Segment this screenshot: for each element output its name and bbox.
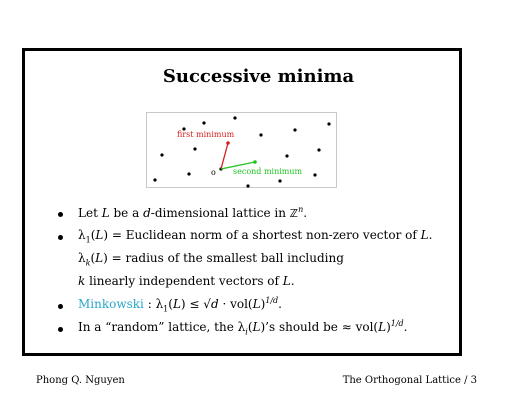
footer-author: Phong Q. Nguyen <box>36 375 125 386</box>
bullet-continuation: k linearly independent vectors of L. <box>78 274 295 288</box>
footer-slide-info: The Orthogonal Lattice / 3 <box>342 375 477 386</box>
bullet-marker <box>58 327 63 332</box>
origin-label: o <box>211 168 216 177</box>
second-minimum-label: second minimum <box>233 167 303 176</box>
bullet-item: In a “random” lattice, the $\lambda_i(L)’s$ should be ≈ $vol(L)^{1/d}$. <box>78 319 408 337</box>
bullet-marker <box>58 212 63 217</box>
bullet-marker <box>58 304 63 309</box>
bullet-item: $\lambda_1(L)$ = Euclidean norm of a shortest non-zero vector of L. <box>78 228 433 245</box>
first-minimum-label: first minimum <box>177 130 235 139</box>
minkowski-link[interactable]: Minkowski <box>78 297 144 311</box>
bullet-item: Minkowski : $\lambda_1(L) \le √d \cdot vol(L)^{1/d}$. <box>78 296 282 314</box>
bullet-item: Let L be a d-dimensional lattice in ℤ$^n$. <box>78 205 308 220</box>
bullet-marker <box>58 235 63 240</box>
bullet-continuation: $\lambda_k(L)$ = radius of the smallest ball including <box>78 251 344 268</box>
slide-title: Successive minima <box>162 66 355 87</box>
